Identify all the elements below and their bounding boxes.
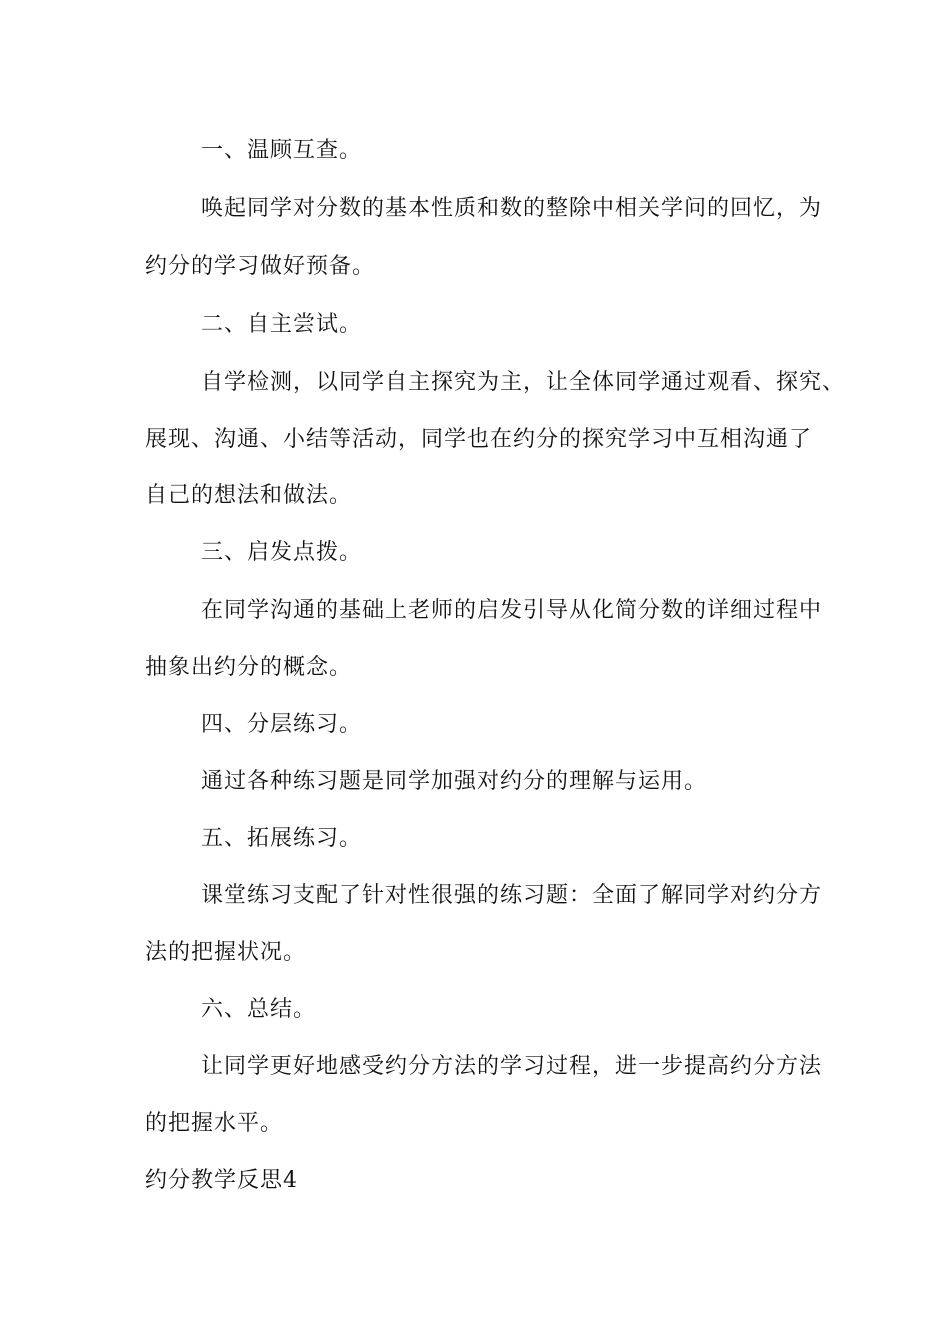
section-heading-5: 五、拓展练习。 (201, 826, 363, 851)
section-heading-6: 六、总结。 (201, 997, 317, 1022)
paragraph-line: 课堂练习支配了针对性很强的练习题：全面了解同学对约分方 (201, 883, 823, 908)
paragraph-line: 的把握水平。 (145, 1111, 284, 1136)
paragraph-line: 在同学沟通的基础上老师的启发引导从化简分数的详细过程中 (201, 598, 823, 623)
paragraph-line: 法的把握状况。 (145, 940, 307, 965)
paragraph-line: 自学检测，以同学自主探究为主，让全体同学通过观看、探究、 (201, 370, 846, 395)
paragraph-line: 抽象出约分的概念。 (145, 655, 353, 680)
paragraph-line: 让同学更好地感受约分方法的学习过程，进一步提高约分方法 (201, 1054, 823, 1079)
section-heading-1: 一、温顾互查。 (201, 138, 363, 163)
section-heading-4: 四、分层练习。 (201, 712, 363, 737)
document-title: 约分教学反思4 (145, 1168, 298, 1193)
section-heading-3: 三、启发点拨。 (201, 540, 363, 565)
paragraph-line: 通过各种练习题是同学加强对约分的理解与运用。 (201, 769, 708, 794)
section-heading-2: 二、自主尝试。 (201, 312, 363, 337)
paragraph-line: 自己的想法和做法。 (145, 483, 353, 508)
paragraph-line: 约分的学习做好预备。 (145, 254, 376, 279)
paragraph-line: 展现、沟通、小结等活动，同学也在约分的探究学习中互相沟通了 (145, 427, 813, 452)
paragraph-line: 唤起同学对分数的基本性质和数的整除中相关学问的回忆，为 (201, 196, 823, 221)
